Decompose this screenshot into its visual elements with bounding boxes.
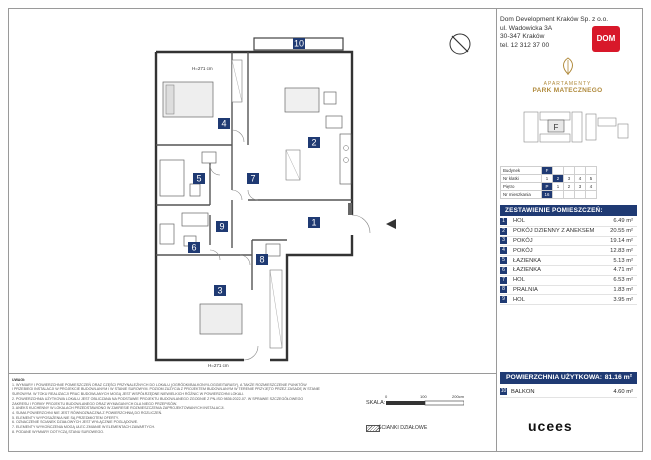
plan-room-7: 7 — [250, 173, 256, 184]
selector-cell: 1 — [553, 183, 564, 191]
selector-cell: 2 — [553, 175, 564, 183]
room-area: 4.71 m² — [606, 265, 637, 275]
room-row — [500, 265, 637, 275]
selector-cell: 2 — [564, 183, 575, 191]
room-name: POKÓJ DZIENNY Z ANEKSEM — [509, 226, 606, 236]
scale-label: SKALA: — [366, 400, 386, 406]
room-row — [500, 226, 637, 236]
room-name: PRALNIA — [509, 285, 606, 295]
selector-cell: 5 — [586, 175, 597, 183]
room-area: 19.14 m² — [606, 236, 637, 246]
room-area: 20.55 m² — [606, 226, 637, 236]
walls-legend-label: ŚCIANKI DZIAŁOWE — [378, 425, 428, 431]
notes-line: 2. POWIERZCHNIA UŻYTKOWA LOKALU JEST OBLICZANA NA PODSTAWIE PROJEKTU BUDOWLANEGO ZGODNIE Z PN-ISO 9836:2022-07. W SPRAWIE SZCZEGÓŁOWEGO — [12, 396, 304, 401]
room-row — [500, 275, 637, 285]
scale-tick-0: 0 — [385, 394, 388, 399]
notes-line: I PRZEBIEGI INSTALACJI W PROJEKCIE BUDOWLANYM I W STANIE SUROWYM. POZIOM ZUŻYCIA Z PROJEKTEM BUDOWLANYM W TERENIE PRZYJĘTO PRZEZ ZASADĘ W STANIE — [12, 387, 320, 392]
brand-name: PARK MATECZNEGO — [532, 87, 603, 94]
site-key-plan — [514, 104, 632, 160]
plan-balcony-no: 10 — [293, 38, 305, 49]
room-no: 4 — [500, 247, 507, 254]
plan-room-4: 4 — [221, 118, 227, 129]
plan-room-5: 5 — [196, 173, 202, 184]
balcony-no: 10 — [500, 388, 507, 394]
notes-title: UWAGI: — [12, 378, 26, 382]
plan-room-1: 1 — [311, 217, 317, 228]
room-row — [500, 295, 637, 305]
company-street: ul. Wadowicka 3A — [500, 24, 553, 32]
room-area: 5.13 m² — [606, 256, 637, 266]
notes-line: 7. ELEMENTY WYKOŃCZENIA MOGĄ ULEC ZMIANIE W ELEMENTACH ZAWARTYCH. — [12, 425, 156, 430]
balcony-name: BALKON — [511, 389, 535, 396]
room-area: 1.83 m² — [606, 285, 637, 295]
horizontal-divider — [8, 373, 496, 374]
notes-block — [12, 378, 330, 434]
room-row — [500, 285, 637, 295]
room-area: 12.83 m² — [606, 246, 637, 256]
ucees-logo: ucees — [528, 418, 573, 434]
scale-tick-200: 200cm — [452, 394, 465, 399]
room-row — [500, 236, 637, 246]
notes-line: 8. PODANE WYMIARY DOTYCZĄ STANU SUROWEGO. — [12, 429, 105, 434]
height-label-bottom: H=271 cm — [208, 363, 229, 368]
brand-logo — [520, 56, 615, 94]
selector-cell: 4 — [575, 175, 586, 183]
room-row — [500, 256, 637, 266]
selector-label: Nr klatki — [501, 175, 542, 183]
dom-logo: DOM — [592, 26, 620, 52]
notes-line: 5. ELEMENTY WYPOSAŻENIA NIE SĄ PRZEDMIOTEM OFERTY. — [12, 415, 119, 420]
rooms-header: ZESTAWIENIE POMIESZCZEŃ: — [500, 205, 637, 216]
total-label: POWIERZCHNIA UŻYTKOWA: — [506, 374, 603, 381]
selector-label: Nr mieszkania — [501, 191, 542, 199]
height-label-top: H=271 cm — [192, 66, 213, 71]
selector-label: Budynek — [501, 167, 542, 175]
plan-room-6: 6 — [191, 242, 197, 253]
plan-room-8: 8 — [259, 254, 265, 265]
room-area: 3.95 m² — [606, 295, 637, 305]
selector-cell: F — [542, 167, 553, 175]
room-name: POKÓJ — [509, 236, 606, 246]
selector-cell: 3 — [575, 183, 586, 191]
notes-line: SUROWYM. W TOKU REALIZACJI PRAC BUDOWLANYCH MOGĄ JEST WSPÓŁRZĘDNE NIEWIELKICH RÓŻNIC W POWIERZCHNI LOKALI. — [12, 392, 245, 397]
building-marker: F — [553, 123, 559, 132]
company-phone: tel. 12 312 37 00 — [500, 41, 550, 49]
room-no: 7 — [500, 277, 507, 284]
total-value: 81.16 m² — [604, 374, 632, 381]
room-name: ŁAZIENKA — [509, 265, 606, 275]
notes-line: 4. SUMA POWIERZCHNI NIE JEST RÓWNOZNACZNA Z POWIERZCHNIĄ DO ROZLICZEŃ. — [12, 410, 163, 415]
total-area-bar — [500, 372, 637, 384]
room-no: 8 — [500, 286, 507, 293]
scale-tick-100: 100 — [420, 394, 427, 399]
notes-line: 6. OZNACZENIE SCIANEK DZIAŁOWYCH JEST WYŁĄCZNIE POGLĄDOWE. — [12, 420, 139, 425]
notes-line: ZAKRESU I FORMY PROJEKTU BUDOWLANEGO ORAZ WYMAGANYCH DLA NIEGO PRZEPISÓW. — [12, 401, 178, 406]
selector-cell: P — [542, 183, 553, 191]
vertical-divider — [496, 8, 497, 452]
selector-cell: 3 — [564, 175, 575, 183]
plan-room-2: 2 — [311, 137, 317, 148]
room-name: HOL — [509, 275, 606, 285]
tree-icon — [556, 56, 580, 76]
company-name: Dom Development Kraków Sp. z o.o. — [500, 16, 609, 23]
room-no: 3 — [500, 237, 507, 244]
plan-room-3: 3 — [217, 285, 223, 296]
room-name: HOL — [509, 217, 606, 226]
rooms-table — [500, 217, 637, 305]
notes-line: 3. ANEKS KUCHENNY W LOKALACH PRZEDSTAWIONO W ZAKRESIE ROZMIESZCZENIA ZAPROJEKTOWANYCH INSTALACJI. — [12, 406, 225, 411]
room-name: ŁAZIENKA — [509, 256, 606, 266]
scale-bar — [386, 400, 464, 406]
room-no: 5 — [500, 257, 507, 264]
balcony-area: 4.60 m² — [613, 389, 633, 395]
selector-cell: 16 — [542, 191, 553, 199]
selector-label: Piętro — [501, 183, 542, 191]
plan-room-9: 9 — [219, 221, 225, 232]
room-no: 2 — [500, 228, 507, 235]
selector-cell: 4 — [586, 183, 597, 191]
room-row — [500, 246, 637, 256]
room-no: 6 — [500, 267, 507, 274]
company-city: 30-347 Kraków — [500, 33, 545, 41]
balcony-row — [500, 388, 637, 398]
room-no: 1 — [500, 218, 507, 225]
selector-cell: 1 — [542, 175, 553, 183]
room-name: POKÓJ — [509, 246, 606, 256]
brand-subtitle: APARTAMENTY — [543, 81, 592, 87]
room-area: 6.49 m² — [606, 217, 637, 226]
room-row — [500, 217, 637, 226]
room-area: 6.53 m² — [606, 275, 637, 285]
notes-line: 1. WYMIARY I POWIERZCHNIE POMIESZCZEŃ ORAZ CZĘŚCI PRZYNALEŻNYCH DO LOKALU (OGRÓDKI/BALKONY/LOGGIE/TARASY), A TAKŻE ROZMIESZCZENIE PUNKTÓW — [12, 382, 307, 387]
apartment-selector — [500, 166, 597, 199]
room-no: 9 — [500, 296, 507, 303]
room-name: HOL — [509, 295, 606, 305]
